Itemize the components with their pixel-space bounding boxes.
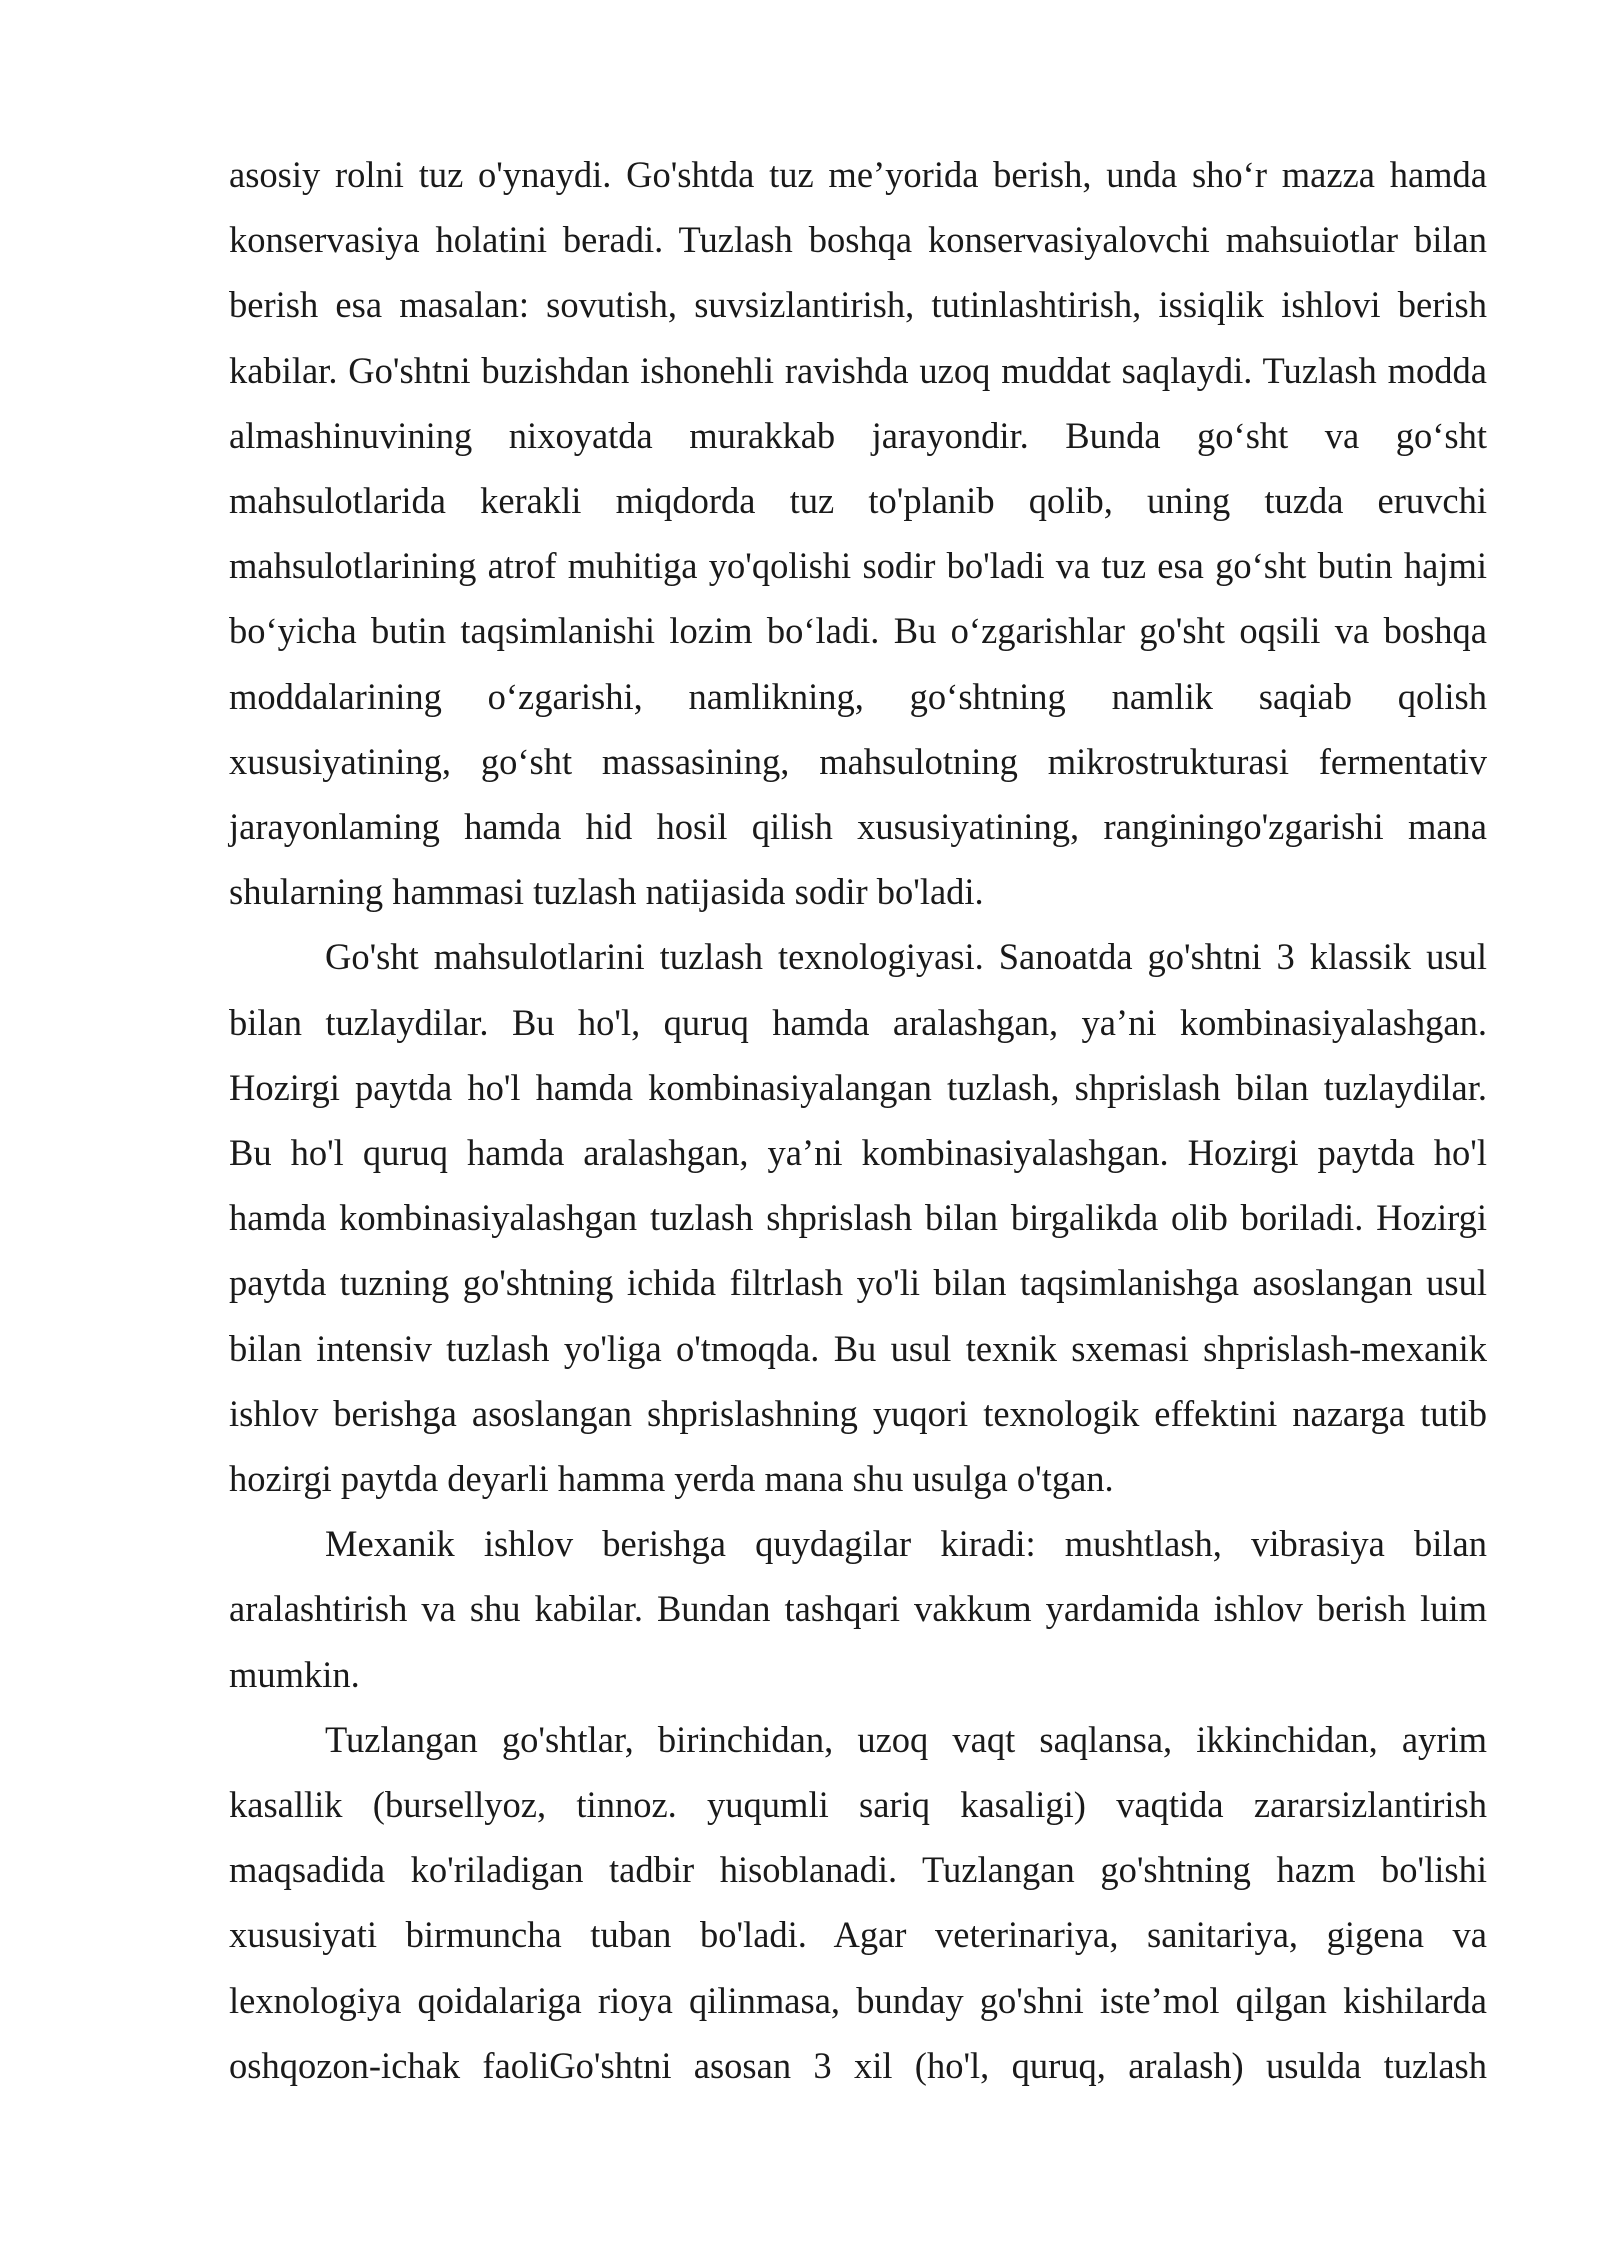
document-page [229, 142, 1487, 2098]
paragraph-3: Mexanik ishlov berishga quydagilar kiradi: mushtlash, vibrasiya bilan aralashtirish va shu kabilar. Bundan tashqari vakkum yardamida ishlov berish luim mumkin. [229, 1523, 1487, 1695]
paragraph-1: asosiy rolni tuz o'ynaydi. Go'shtda tuz me’yorida berish, unda sho‘r mazza hamda konservasiya holatini beradi. Tuzlash boshqa konservasiyalovchi mahsuiotlar bilan berish esa masalan: sovutish, suvsizlantirish, tutinlashtirish, issiqlik ishlovi berish kabilar. Go'shtni buzishdan ishonehli ravishda uzoq muddat saqlaydi. Tuzlash modda almashinuvining nixoyatda murakkab jarayondir. Bunda go‘sht va go‘sht mahsulotlarida kerakli miqdorda tuz to'planib qolib, uning tuzda eruvchi mahsulotlarining atrof muhitiga yo'qolishi sodir bo'ladi va tuz esa go‘sht butin hajmi bo‘yicha butin taqsimlanishi lozim bo‘ladi. Bu o‘zgarishlar go'sht oqsili va boshqa moddalarining o‘zgarishi, namlikning, go‘shtning namlik saqiab qolish xususiyatining, go‘sht massasining, mahsulotning mikrostrukturasi fermentativ jarayonlaming hamda hid hosil qilish xususiyatining, ranginingo'zgarishi mana shularning hammasi tuzlash natijasida sodir bo'ladi. [229, 154, 1487, 913]
paragraph-2: Go'sht mahsulotlarini tuzlash texnologiyasi. Sanoatda go'shtni 3 klassik usul bilan tuzlaydilar. Bu ho'l, quruq hamda aralashgan, ya’ni kombinasiyalashgan. Hozirgi paytda ho'l hamda kombinasiyalangan tuzlash, shprislash bilan tuzlaydilar. Bu ho'l quruq hamda aralashgan, ya’ni kombinasiyalashgan. Hozirgi paytda ho'l hamda kombinasiyalashgan tuzlash shprislash bilan birgalikda olib boriladi. Hozirgi paytda tuzning go'shtning ichida filtrlash yo'li bilan taqsimlanishga asoslangan usul bilan intensiv tuzlash yo'liga o'tmoqda. Bu usul texnik sxemasi shprislash-mexanik ishlov berishga asoslangan shprislashning yuqori texnologik effektini nazarga tutib hozirgi paytda deyarli hamma yerda mana shu usulga o'tgan. [229, 936, 1487, 1500]
paragraph-4: Tuzlangan go'shtlar, birinchidan, uzoq vaqt saqlansa, ikkinchidan, ayrim kasallik (bursellyoz, tinnoz. yuqumli sariq kasaligi) vaqtida zararsizlantirish maqsadida ko'riladigan tadbir hisoblanadi. Tuzlangan go'shtning hazm bo'lishi xususiyati birmuncha tuban bo'ladi. Agar veterinariya, sanitariya, gigena va lexnologiya qoidalariga rioya qilinmasa, bunday go'shni iste’mol qilgan kishilarda oshqozon-ichak faoliGo'shtni asosan 3 xil (ho'l, quruq, aralash) usulda tuzlash [229, 1718, 1487, 2086]
